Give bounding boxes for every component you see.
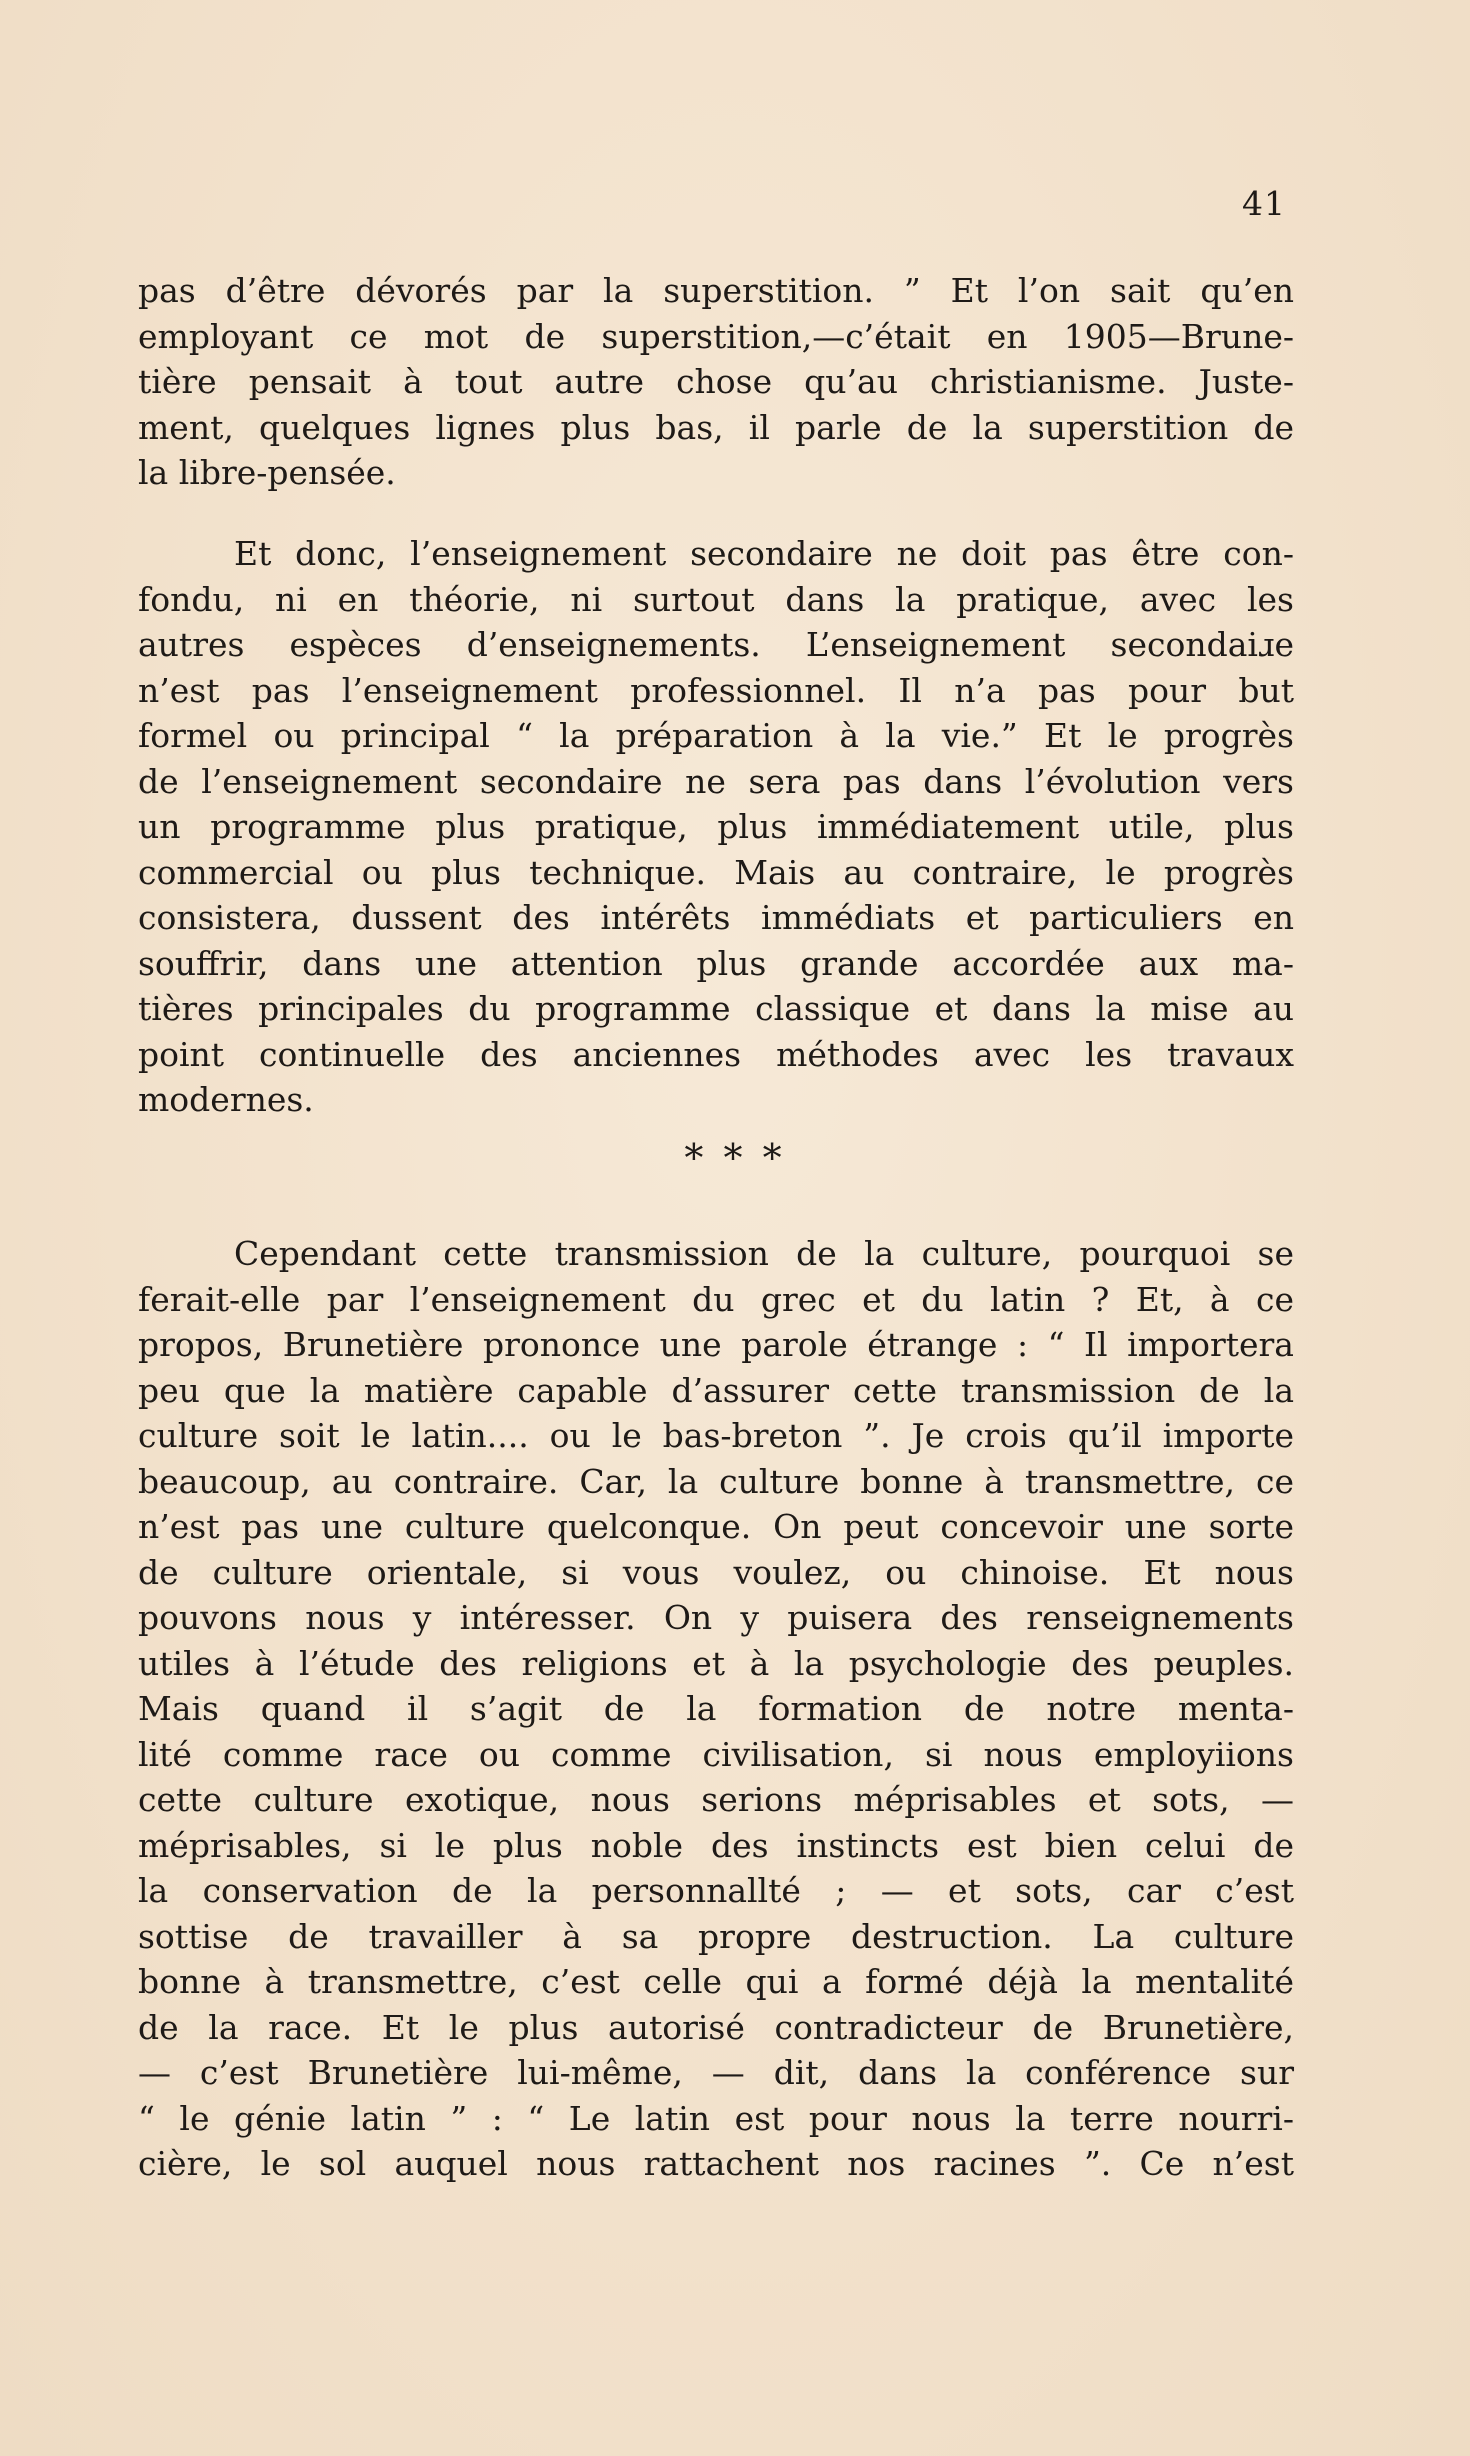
paragraph-line: n’est pas l’enseignement professionnel. Il n’a pas pour but bbox=[138, 670, 1294, 710]
paragraph-2 bbox=[138, 531, 1294, 1123]
page-number: 41 bbox=[1242, 184, 1286, 223]
paragraph-line: fondu, ni en théorie, ni surtout dans la pratique, avec les bbox=[138, 579, 1294, 619]
paragraph-line: propos, Brunetière prononce une parole étrange : “ Il importera bbox=[138, 1325, 1294, 1364]
paragraph-line: sottise de travailler à sa propre destruction. La culture bbox=[138, 1916, 1294, 1956]
paragraph-3 bbox=[138, 1231, 1294, 2187]
paragraph-line: autres espèces d’enseignements. L’enseignement secondaiɹe bbox=[138, 625, 1294, 664]
paragraph-1 bbox=[138, 268, 1294, 496]
paragraph-line: souffrir, dans une attention plus grande accordée aux ma- bbox=[138, 943, 1294, 983]
paragraph-line: pas d’être dévorés par la superstition. ” Et l’on sait qu’en bbox=[138, 271, 1294, 310]
paragraph-line: “ le génie latin ” : “ Le latin est pour nous la terre nourri- bbox=[138, 2098, 1294, 2138]
paragraph-line: cière, le sol auquel nous rattachent nos racines ”. Ce n’est bbox=[138, 2144, 1294, 2183]
paragraph-line: la conservation de la personnallté ; — et sots, car c’est bbox=[138, 1871, 1294, 1910]
section-separator: * * * bbox=[684, 1136, 786, 1180]
paragraph-line: lité comme race ou comme civilisation, si nous employiions bbox=[138, 1734, 1294, 1774]
paragraph-line: de culture orientale, si vous voulez, ou chinoise. Et nous bbox=[138, 1552, 1294, 1592]
paragraph-line: bonne à transmettre, c’est celle qui a formé déjà la mentalité bbox=[138, 1962, 1294, 2001]
paragraph-line: modernes. bbox=[138, 1080, 314, 1119]
paragraph-line: ferait-elle par l’enseignement du grec et du latin ? Et, à ce bbox=[138, 1279, 1294, 1319]
paragraph-line: de l’enseignement secondaire ne sera pas dans l’évolution vers bbox=[138, 761, 1294, 801]
paragraph-line: la libre-pensée. bbox=[138, 453, 396, 492]
paragraph-line: tières principales du programme classique et dans la mise au bbox=[138, 989, 1294, 1028]
paragraph-line: Cependant cette transmission de la culture, pourquoi se bbox=[234, 1234, 1294, 1273]
paragraph-line: beaucoup, au contraire. Car, la culture bonne à transmettre, ce bbox=[138, 1461, 1294, 1501]
paragraph-line: formel ou principal “ la préparation à la vie.” Et le progrès bbox=[138, 716, 1294, 755]
paragraph-line: un programme plus pratique, plus immédiatement utile, plus bbox=[138, 807, 1294, 846]
paragraph-line: Et donc, l’enseignement secondaire ne doit pas être con- bbox=[234, 534, 1294, 573]
paragraph-line: culture soit le latin.... ou le bas-breton ”. Je crois qu’il importe bbox=[138, 1416, 1294, 1455]
paragraph-line: Mais quand il s’agit de la formation de notre menta- bbox=[138, 1689, 1294, 1728]
paragraph-line: pouvons nous y intéresser. On y puisera des renseignements bbox=[138, 1598, 1294, 1637]
paragraph-line: commercial ou plus technique. Mais au contraire, le progrès bbox=[138, 852, 1294, 892]
paragraph-line: utiles à l’étude des religions et à la psychologie des peuples. bbox=[138, 1643, 1294, 1683]
paragraph-line: cette culture exotique, nous serions méprisables et sots, — bbox=[138, 1780, 1294, 1819]
paragraph-line: ment, quelques lignes plus bas, il parle de la superstition de bbox=[138, 407, 1294, 447]
paragraph-line: de la race. Et le plus autorisé contradicteur de Brunetière, bbox=[138, 2007, 1294, 2047]
paragraph-line: n’est pas une culture quelconque. On peut concevoir une sorte bbox=[138, 1507, 1294, 1546]
paragraph-line: peu que la matière capable d’assurer cette transmission de la bbox=[138, 1370, 1294, 1410]
paragraph-line: employant ce mot de superstition,—c’était en 1905—Brune- bbox=[138, 316, 1294, 356]
paragraph-line: point continuelle des anciennes méthodes avec les travaux bbox=[138, 1034, 1294, 1074]
paragraph-line: — c’est Brunetière lui-même, — dit, dans la conférence sur bbox=[138, 2053, 1294, 2092]
paragraph-line: méprisables, si le plus noble des instincts est bien celui de bbox=[138, 1825, 1294, 1865]
paragraph-line: tière pensait à tout autre chose qu’au christianisme. Juste- bbox=[138, 362, 1294, 401]
paragraph-line: consistera, dussent des intérêts immédiats et particuliers en bbox=[138, 898, 1294, 937]
